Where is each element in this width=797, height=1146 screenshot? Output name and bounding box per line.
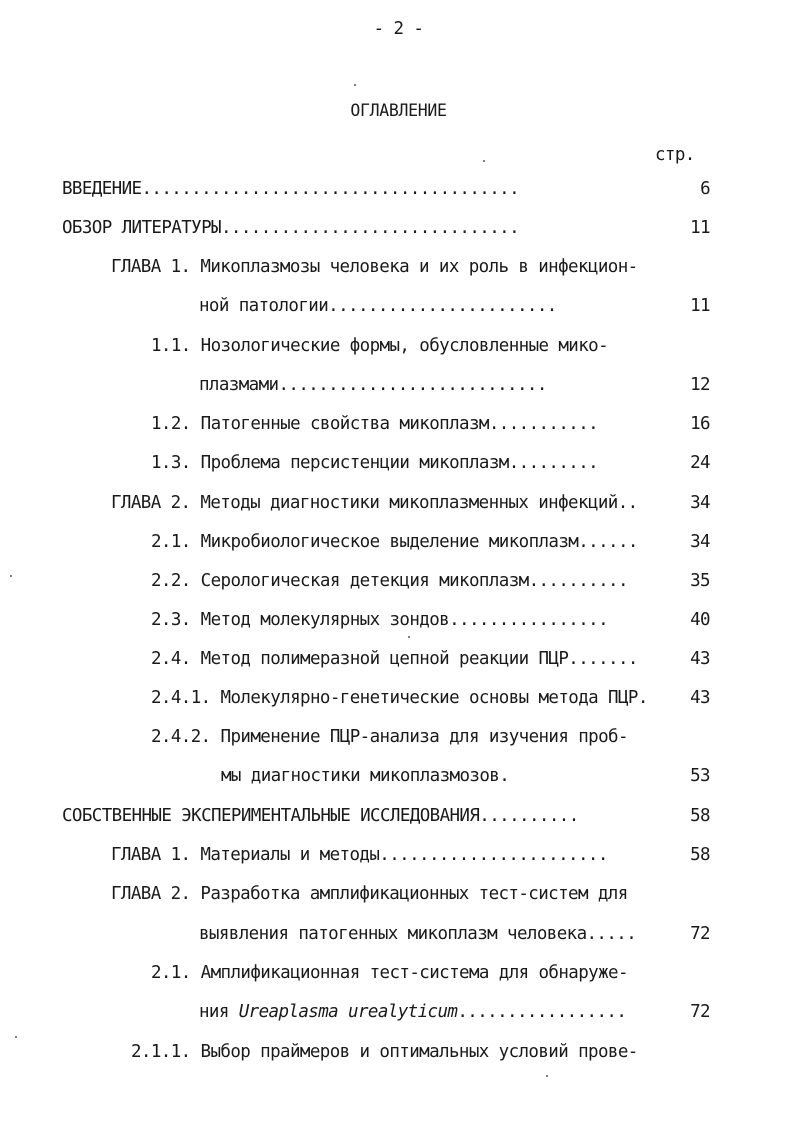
toc-entry-materials-methods: ГЛАВА 1. Материалы и методы....................... (111, 845, 608, 865)
toc-text-prefix: ния (199, 1002, 239, 1022)
toc-entry-1-2: 1.2. Патогенные свойства микоплазм........... (151, 414, 599, 434)
toc-entry-chapter-1: ГЛАВА 1. Микоплазмозы человека и их роль в инфекцион- (111, 257, 638, 277)
toc-entry-literature-review: ОБЗОР ЛИТЕРАТУРЫ.............................. (62, 218, 520, 238)
toc-entry-2-4-2-cont: мы диагностики микоплазмозов. (221, 766, 510, 786)
toc-page-number: 11 (690, 218, 710, 238)
toc-page-number: 53 (690, 766, 710, 786)
toc-leader-dots: ................. (457, 1002, 627, 1022)
toc-page-number: 34 (690, 532, 710, 552)
toc-page-number: 24 (690, 453, 710, 473)
toc-page-number: 58 (690, 806, 710, 826)
toc-page-number: 34 (690, 493, 710, 513)
toc-entry-2-4-2: 2.4.2. Применение ПЦР-анализа для изучения проб- (151, 727, 628, 747)
toc-page-number: 35 (690, 571, 710, 591)
toc-entry-own-2-1-1: 2.1.1. Выбор праймеров и оптимальных условий прове- (131, 1042, 638, 1062)
toc-page-number: 72 (690, 924, 710, 944)
toc-entry-own-chapter-2-cont: выявления патогенных микоплазм человека..... (199, 924, 637, 944)
toc-entry-2-3: 2.3. Метод молекулярных зондов................ (151, 610, 609, 630)
scan-speck (408, 636, 410, 638)
toc-entry-1-1-cont: плазмами........................... (199, 375, 547, 395)
scan-speck (354, 84, 356, 86)
toc-page-number: 12 (690, 375, 710, 395)
toc-page-number: 6 (700, 179, 710, 199)
toc-page-number: 43 (690, 649, 710, 669)
toc-page-number: 40 (690, 610, 710, 630)
toc-entry-own-chapter-2: ГЛАВА 2. Разработка амплификационных тест-систем для (111, 884, 628, 904)
toc-entry-introduction: ВВЕДЕНИЕ...................................... (62, 179, 520, 199)
toc-entry-chapter-1-cont: ной патологии....................... (199, 296, 557, 316)
toc-entry-own-2-1: 2.1. Амплификационная тест-система для обнаруже- (151, 963, 628, 983)
toc-entry-1-3: 1.3. Проблема персистенции микоплазм......... (151, 453, 599, 473)
toc-entry-chapter-2: ГЛАВА 2. Методы диагностики микоплазменных инфекций.. (111, 493, 638, 513)
scan-speck (10, 575, 12, 577)
toc-heading: ОГЛАВЛЕНИЕ (350, 101, 447, 120)
toc-page-number: 16 (690, 414, 710, 434)
toc-entry-2-2: 2.2. Серологическая детекция микоплазм.......... (151, 571, 628, 591)
page-number: - 2 - (373, 19, 424, 39)
toc-page-number: 72 (690, 1002, 710, 1022)
toc-entry-1-1: 1.1. Нозологические формы, обусловленные мико- (151, 336, 609, 356)
toc-entry-own-research: СОБСТВЕННЫЕ ЭКСПЕРИМЕНТАЛЬНЫЕ ИССЛЕДОВАНИЯ.......... (62, 806, 579, 826)
scan-speck (15, 1036, 17, 1038)
species-name: Ureaplasma urealyticum (238, 1002, 458, 1022)
toc-page-number: 43 (690, 688, 710, 708)
scan-speck (483, 160, 485, 162)
toc-page-number: 11 (690, 296, 710, 316)
page-column-label: стр. (655, 145, 695, 165)
toc-entry-own-2-1-cont (199, 1001, 626, 1023)
toc-entry-2-4-1: 2.4.1. Молекулярно-генетические основы метода ПЦР. (151, 688, 648, 708)
toc-page-number: 58 (690, 845, 710, 865)
scan-speck (546, 1075, 548, 1077)
toc-entry-2-4: 2.4. Метод полимеразной цепной реакции ПЦР....... (151, 649, 638, 669)
toc-entry-2-1: 2.1. Микробиологическое выделение микоплазм...... (151, 532, 638, 552)
